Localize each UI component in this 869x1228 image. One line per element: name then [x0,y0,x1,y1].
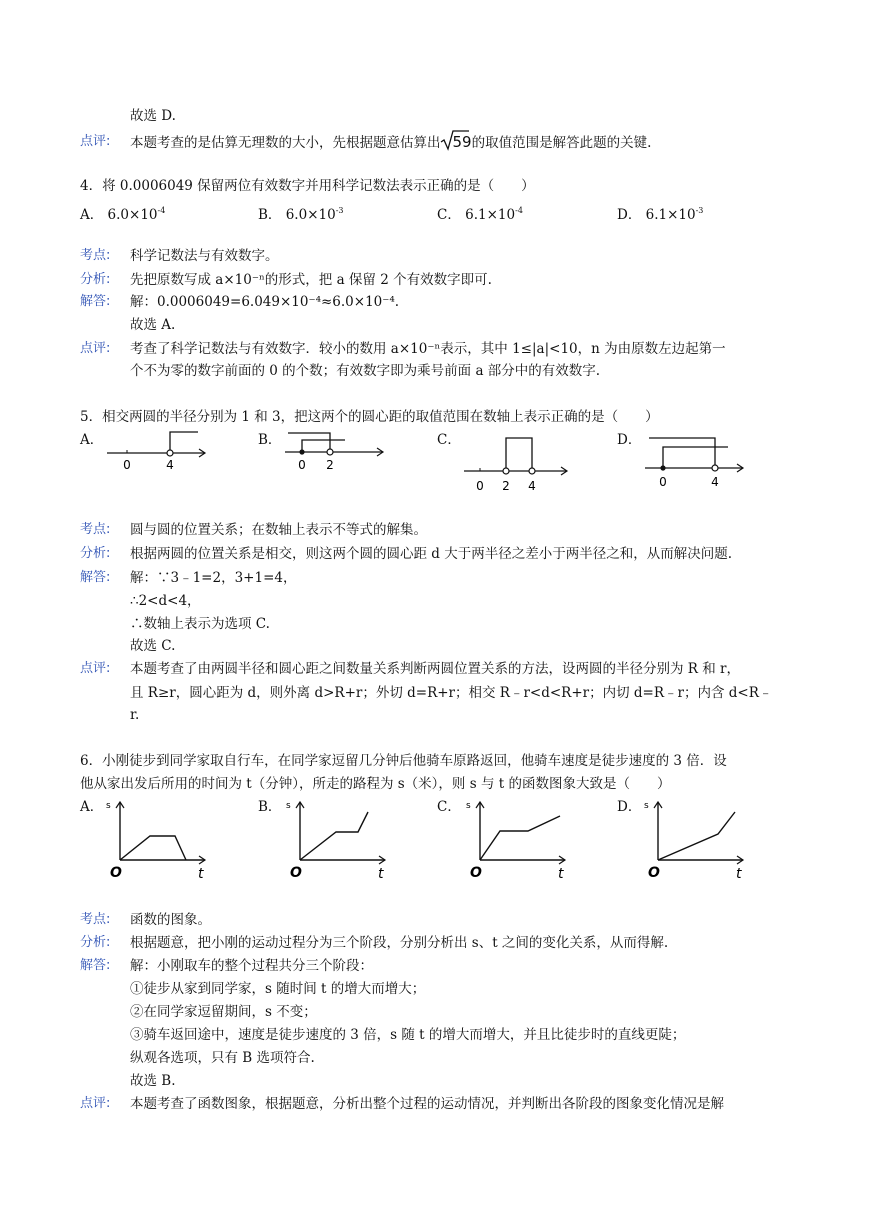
q6-graph-a [100,798,215,883]
axis-y-label: s [466,801,471,811]
origin-label: O [470,865,482,881]
q6-jieda-4: ③骑车返回途中，速度是徒步速度的 3 倍，s 随 t 的增大而增大，并且比徒步时的直线更陡； [130,1027,686,1043]
q6-option-b-letter: B． [258,799,282,815]
q6-conclusion: 故选 B. [130,1073,176,1089]
q5-conclusion: 故选 C. [130,638,176,654]
q5-option-c-letter: C． [437,432,461,448]
q4-dianping-2: 个不为零的数字前面的 0 的个数；有效数字即为乘号前面 a 部分中的有效数字. [130,363,601,379]
q5-kaodian: 圆与圆的位置关系；在数轴上表示不等式的解集。 [130,522,427,538]
axis-x-label: t [736,866,742,882]
q5-dianping-1: 本题考查了由两圆半径和圆心距之间数量关系判断两圆位置关系的方法，设两圆的半径分别为 R 和 r， [130,661,740,677]
q6-jieda-3: ②在同学家逗留期间，s 不变； [130,1004,317,1020]
q6-jieda-2: ①徒步从家到同学家，s 随时间 t 的增大而增大； [130,981,426,997]
q6-fenxi-label: 分析: [80,935,111,950]
tick-label: 0 [298,458,306,472]
q5-jieda-label: 解答: [80,570,111,585]
tick-label: 4 [711,475,719,489]
q5-jieda-3: ∴数轴上表示为选项 C. [130,616,270,632]
q6-stem-2: 他从家出发后所用的时间为 t（分钟），所走的路程为 s（米），则 s 与 t 的函数图象大致是（ ） [80,776,671,792]
q5-dianping-2: 且 R≥r，圆心距为 d，则外离 d>R+r；外切 d=R+r；相交 R﹣r<d<R+r；内切 d=R﹣r；内含 d<R﹣ [130,685,773,701]
q4-stem: 4．将 0.0006049 保留两位有效数字并用科学记数法表示正确的是（ ） [80,178,535,194]
q5-jieda-2: ∴2<d<4， [130,593,201,609]
q4-jieda: 解：0.0006049=6.049×10⁻⁴≈6.0×10⁻⁴. [130,294,400,310]
q4-fenxi-label: 分析: [80,272,111,287]
q4-kaodian-label: 考点: [80,248,111,263]
axis-x-label: t [558,866,564,882]
q6-jieda-1: 解：小刚取车的整个过程共分三个阶段： [130,958,373,974]
q4-jieda-label: 解答: [80,294,111,309]
q4-fenxi: 先把原数写成 a×10⁻ⁿ的形式，把 a 保留 2 个有效数字即可. [130,272,492,288]
tick-label: 0 [476,479,484,493]
q6-jieda-5: 纵观各选项，只有 B 选项符合. [130,1050,315,1066]
q5-stem: 5．相交两圆的半径分别为 1 和 3，把这两个的圆心距的取值范围在数轴上表示正确的是（ ） [80,409,659,425]
q4-kaodian: 科学记数法与有效数字。 [130,248,279,264]
prev-comment-text: 本题考查的是估算无理数的大小，先根据题意估算出 [130,135,441,151]
q4-dianping-1: 考查了科学记数法与有效数字．较小的数用 a×10⁻ⁿ表示，其中 1≤|a|<10，n 为由原数左边起第一 [130,341,726,357]
q5-kaodian-label: 考点: [80,522,111,537]
q6-kaodian-label: 考点: [80,912,111,927]
q5-dianping-label: 点评: [80,661,111,676]
q5-option-d-letter: D． [617,432,642,448]
prev-comment [130,133,651,152]
q6-dianping-label: 点评: [80,1096,111,1111]
q6-graph-b [280,798,395,883]
q6-fenxi: 根据题意，把小刚的运动过程分为三个阶段，分别分析出 s、t 之间的变化关系，从而得解. [130,935,669,951]
q5-option-b-letter: B． [258,432,282,448]
axis-y-label: s [106,801,111,811]
axis-y-label: s [286,801,291,811]
prev-comment-label: 点评: [80,134,111,149]
tick-label: 2 [502,479,510,493]
q4-conclusion: 故选 A. [130,317,176,333]
q5-fenxi-label: 分析: [80,546,111,561]
tick-label: 0 [659,475,667,489]
q5-numberline-d [643,432,753,494]
q5-fenxi: 根据两圆的位置关系是相交，则这两个圆的圆心距 d 大于两半径之差小于两半径之和，从而解决问题. [130,546,733,562]
sqrt-sign-icon [441,130,469,152]
q5-jieda-1: 解：∵3﹣1=2，3+1=4， [130,570,297,586]
tick-label: 0 [123,458,131,472]
q6-graph-c [460,798,575,883]
axis-y-label: s [644,801,649,811]
sqrt-expression [441,133,472,152]
q6-option-c-letter: C． [437,799,461,815]
q5-option-a-letter: A． [80,432,104,448]
tick-label: 2 [326,458,334,472]
prev-comment-text-after: 的取值范围是解答此题的关键. [471,135,652,151]
q6-option-d-letter: D． [617,799,642,815]
sqrt-radicand: 59 [452,133,472,151]
q5-numberline-b [283,425,393,475]
q6-option-a-letter: A． [80,799,104,815]
q6-dianping-1: 本题考查了函数图象，根据题意，分析出整个过程的运动情况，并判断出各阶段的图象变化情况是解 [130,1096,724,1112]
q4-option-b: B． $6.0\times 10^{-3}$ [258,206,344,223]
q6-kaodian: 函数的图象。 [130,912,211,928]
tick-label: 4 [166,458,174,472]
prev-conclusion: 故选 D. [130,108,176,124]
q4-dianping-label: 点评: [80,341,111,356]
tick-label: 4 [528,479,536,493]
axis-x-label: t [198,866,204,882]
q5-numberline-c [462,432,572,494]
q5-dianping-3: r. [130,707,140,723]
q6-stem-1: 6．小刚徒步到同学家取自行车，在同学家逗留几分钟后他骑车原路返回，他骑车速度是徒步速度的 3 倍．设 [80,753,727,769]
axis-x-label: t [378,866,384,882]
q4-option-c: C． $6.1\times 10^{-4}$ [437,206,523,223]
origin-label: O [290,865,302,881]
q6-jieda-label: 解答: [80,958,111,973]
q4-option-a: A． $6.0\times 10^{-4}$ [80,206,166,223]
q6-graph-d [638,798,753,883]
origin-label: O [648,865,660,881]
q5-numberline-a [105,425,215,475]
q4-option-d: D． $6.1\times 10^{-3}$ [617,206,704,223]
origin-label: O [110,865,122,881]
